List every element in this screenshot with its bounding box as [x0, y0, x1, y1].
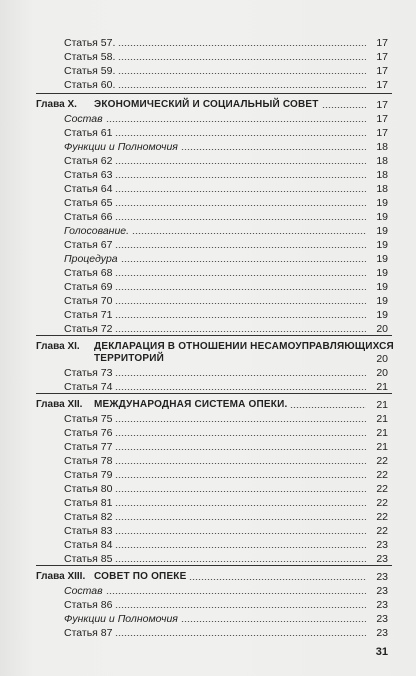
toc-entry-row — [0, 468, 416, 482]
toc-page-number: 21 — [376, 381, 388, 393]
toc-subheading: Голосование. — [64, 225, 130, 237]
toc-page-number: 22 — [376, 525, 388, 537]
toc-page-number: 17 — [376, 79, 388, 91]
toc-article-label: Статья 81 — [64, 497, 113, 509]
dot-leader — [115, 435, 366, 436]
toc-entry-row — [0, 626, 416, 640]
toc-entry-row — [0, 510, 416, 524]
dot-leader — [322, 107, 366, 108]
toc-entry-row — [0, 78, 416, 92]
dot-leader — [118, 45, 366, 46]
dot-leader — [115, 491, 366, 492]
chapter-number: Глава XIII. — [36, 571, 86, 582]
toc-entry-row — [0, 238, 416, 252]
toc-entry-row — [0, 412, 416, 426]
toc-page-number: 22 — [376, 455, 388, 467]
toc-page-number: 17 — [376, 99, 388, 111]
chapter-title-line2: ТЕРРИТОРИЙ — [94, 353, 164, 364]
toc-entry-row — [0, 538, 416, 552]
toc-page-number: 23 — [376, 599, 388, 611]
dot-leader — [121, 261, 366, 262]
toc-entry-row — [0, 308, 416, 322]
toc-chapter-row — [0, 570, 416, 584]
toc-article-label: Статья 63 — [64, 169, 113, 181]
dot-leader — [115, 317, 366, 318]
toc-page-number: 19 — [376, 309, 388, 321]
chapter-title: СОВЕТ ПО ОПЕКЕ — [94, 571, 187, 582]
toc-article-label: Статья 84 — [64, 539, 113, 551]
toc-article-label: Статья 67 — [64, 239, 113, 251]
dot-leader — [115, 463, 366, 464]
toc-entry-row — [0, 140, 416, 154]
dot-leader — [115, 519, 366, 520]
dot-leader — [115, 389, 366, 390]
toc-chapter-row — [0, 340, 416, 365]
toc-page-number: 22 — [376, 497, 388, 509]
toc-page-number: 21 — [376, 427, 388, 439]
toc-entry-row — [0, 50, 416, 64]
toc-page-number: 23 — [376, 585, 388, 597]
dot-leader — [115, 275, 366, 276]
toc-page-number: 20 — [376, 323, 388, 335]
toc-page-number: 17 — [376, 127, 388, 139]
toc-article-label: Статья 87 — [64, 627, 113, 639]
dot-leader — [115, 547, 366, 548]
toc-entry-row — [0, 584, 416, 598]
toc-page-number: 17 — [376, 113, 388, 125]
dot-leader — [115, 205, 366, 206]
toc-page-number: 20 — [376, 367, 388, 379]
dot-leader — [118, 87, 366, 88]
toc-page-number: 23 — [376, 613, 388, 625]
toc-article-label: Статья 57. — [64, 37, 116, 49]
dot-leader — [115, 607, 366, 608]
toc-subheading: Процедура — [64, 253, 118, 265]
toc-entry-row — [0, 126, 416, 140]
dot-leader — [181, 149, 366, 150]
dot-leader — [115, 163, 366, 164]
dot-leader — [118, 59, 366, 60]
toc-entry-row — [0, 168, 416, 182]
toc-article-label: Статья 83 — [64, 525, 113, 537]
toc-subheading: Функции и Полномочия — [64, 141, 178, 153]
dot-leader — [115, 561, 366, 562]
dot-leader — [115, 421, 366, 422]
toc-page-number: 21 — [376, 441, 388, 453]
dot-leader — [115, 533, 366, 534]
toc-page-number: 19 — [376, 267, 388, 279]
toc-article-label: Статья 78 — [64, 455, 113, 467]
toc-entry-row — [0, 524, 416, 538]
dot-leader — [115, 219, 366, 220]
toc-entry-row — [0, 210, 416, 224]
dot-leader — [115, 331, 366, 332]
toc-article-label: Статья 71 — [64, 309, 113, 321]
dot-leader — [106, 121, 366, 122]
toc-subheading: Функции и Полномочия — [64, 613, 178, 625]
toc-entry-row — [0, 482, 416, 496]
dot-leader — [115, 191, 366, 192]
toc-page-number: 17 — [376, 51, 388, 63]
dot-leader — [115, 449, 366, 450]
toc-entry-row — [0, 598, 416, 612]
toc-article-label: Статья 69 — [64, 281, 113, 293]
dot-leader — [115, 303, 366, 304]
toc-article-label: Статья 77 — [64, 441, 113, 453]
dot-leader — [132, 233, 366, 234]
toc-page-number: 23 — [376, 627, 388, 639]
toc-entry-row — [0, 294, 416, 308]
toc-article-label: Статья 82 — [64, 511, 113, 523]
toc-entry-row — [0, 182, 416, 196]
toc-page-number: 21 — [376, 399, 388, 411]
toc-page-number: 22 — [376, 483, 388, 495]
dot-leader — [115, 375, 366, 376]
dot-leader — [115, 289, 366, 290]
toc-page-number: 19 — [376, 295, 388, 307]
toc-entry-row — [0, 266, 416, 280]
toc-article-label: Статья 70 — [64, 295, 113, 307]
toc-entry-row — [0, 154, 416, 168]
toc-article-label: Статья 68 — [64, 267, 113, 279]
toc-subheading: Состав — [64, 585, 103, 597]
toc-article-label: Статья 58. — [64, 51, 116, 63]
toc-page-number: 20 — [376, 353, 388, 365]
chapter-number: Глава X. — [36, 99, 77, 110]
toc-article-label: Статья 76 — [64, 427, 113, 439]
toc-page-number: 19 — [376, 197, 388, 209]
page-number: 31 — [375, 646, 388, 658]
toc-page-number: 23 — [376, 553, 388, 565]
toc-entry-row — [0, 612, 416, 626]
toc-page-number: 18 — [376, 141, 388, 153]
toc-page-number: 17 — [376, 65, 388, 77]
toc-entry-row — [0, 454, 416, 468]
toc-article-label: Статья 80 — [64, 483, 113, 495]
toc-article-label: Статья 85 — [64, 553, 113, 565]
toc-entry-row — [0, 496, 416, 510]
chapter-number: Глава XII. — [36, 399, 83, 410]
toc-entry-row — [0, 36, 416, 50]
toc-article-label: Статья 66 — [64, 211, 113, 223]
toc-entry-row — [0, 440, 416, 454]
toc-article-label: Статья 59. — [64, 65, 116, 77]
toc-article-label: Статья 74 — [64, 381, 113, 393]
toc-entry-row — [0, 112, 416, 126]
dot-leader — [189, 579, 366, 580]
toc-article-label: Статья 61 — [64, 127, 113, 139]
toc-page-number: 22 — [376, 469, 388, 481]
dot-leader — [181, 621, 366, 622]
toc-entry-row — [0, 322, 416, 336]
toc-page-number: 18 — [376, 169, 388, 181]
toc-article-label: Статья 73 — [64, 367, 113, 379]
toc-entry-row — [0, 366, 416, 380]
toc-entry-row — [0, 380, 416, 394]
toc-article-label: Статья 75 — [64, 413, 113, 425]
toc-page-number: 23 — [376, 571, 388, 583]
dot-leader — [115, 635, 366, 636]
toc-entry-row — [0, 196, 416, 210]
toc-page-number: 18 — [376, 183, 388, 195]
toc-entry-row — [0, 224, 416, 238]
dot-leader — [115, 247, 366, 248]
toc-entry-row — [0, 64, 416, 78]
chapter-title: МЕЖДУНАРОДНАЯ СИСТЕМА ОПЕКИ. — [94, 399, 288, 410]
toc-article-label: Статья 86 — [64, 599, 113, 611]
toc-page-number: 19 — [376, 211, 388, 223]
dot-leader — [115, 477, 366, 478]
toc-chapter-row — [0, 98, 416, 112]
toc-article-label: Статья 60. — [64, 79, 116, 91]
toc-page-number: 17 — [376, 37, 388, 49]
dot-leader — [118, 73, 366, 74]
chapter-number: Глава XI. — [36, 341, 80, 352]
toc-page-number: 22 — [376, 511, 388, 523]
toc-entry-row — [0, 552, 416, 566]
dot-leader — [115, 135, 366, 136]
toc-page-number: 18 — [376, 155, 388, 167]
section-divider — [36, 93, 392, 94]
dot-leader — [106, 593, 366, 594]
toc-article-label: Статья 64 — [64, 183, 113, 195]
toc-article-label: Статья 65 — [64, 197, 113, 209]
toc-entry-row — [0, 252, 416, 266]
toc-page-number: 23 — [376, 539, 388, 551]
chapter-title: ДЕКЛАРАЦИЯ В ОТНОШЕНИИ НЕСАМОУПРАВЛЯЮЩИХСЯ — [94, 341, 394, 352]
toc-page-number: 19 — [376, 253, 388, 265]
dot-leader — [115, 505, 366, 506]
dot-leader — [290, 407, 366, 408]
toc-page-number: 21 — [376, 413, 388, 425]
toc-subheading: Состав — [64, 113, 103, 125]
toc-article-label: Статья 79 — [64, 469, 113, 481]
toc-entry-row — [0, 426, 416, 440]
toc-chapter-row — [0, 398, 416, 412]
toc-page-number: 19 — [376, 239, 388, 251]
toc-page-number: 19 — [376, 281, 388, 293]
dot-leader — [115, 177, 366, 178]
toc-article-label: Статья 72 — [64, 323, 113, 335]
toc-entry-row — [0, 280, 416, 294]
chapter-title: ЭКОНОМИЧЕСКИЙ И СОЦИАЛЬНЫЙ СОВЕТ — [94, 99, 319, 110]
toc-article-label: Статья 62 — [64, 155, 113, 167]
toc-page-number: 19 — [376, 225, 388, 237]
